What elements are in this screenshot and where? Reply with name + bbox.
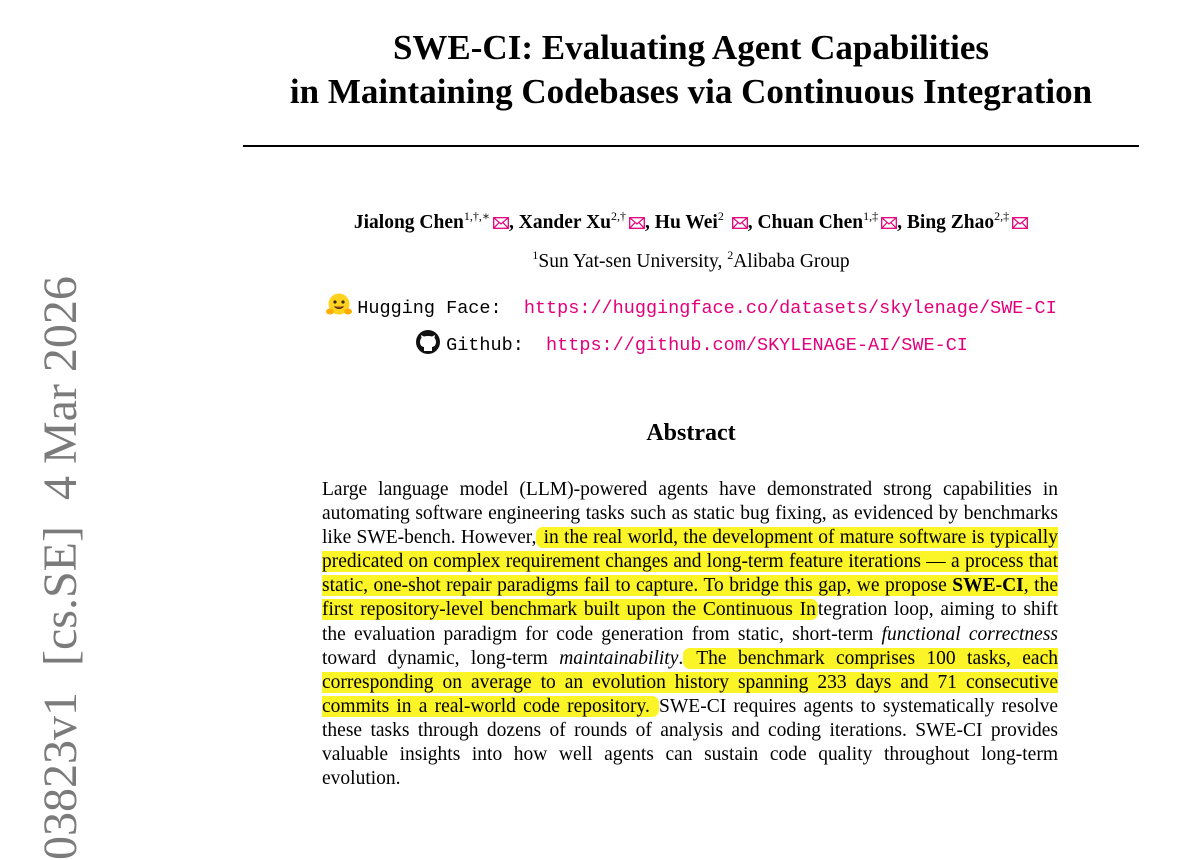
affiliation-number: 1 <box>532 248 539 262</box>
author-name: Bing Zhao <box>906 212 995 233</box>
author-list: Jialong Chen$^{1,\dagger,∗}$ , Xander $Xu^{2,\dagger}$ , Hu Wei$^2$ , Chuan Chen$^{1,\ddagger}$ , Bing Zhao$^{2,\ddagger}$ <box>243 208 1139 238</box>
author-marks: 1,†,∗ <box>463 209 490 223</box>
abstract-text: . <box>678 647 684 669</box>
hugging-face-link-line <box>243 292 1139 323</box>
abstract-text: toward dynamic, long-term <box>322 647 560 669</box>
author-marks: 2 <box>717 209 724 223</box>
mail-icon[interactable] <box>881 217 897 229</box>
github-icon <box>414 329 442 355</box>
arxiv-date: 4 Mar 2026 <box>34 276 87 501</box>
abstract-heading: Abstract <box>646 420 736 446</box>
mail-icon[interactable] <box>493 217 509 229</box>
hugging-face-label: Hugging Face: <box>357 298 502 319</box>
benchmark-name: SWE-CI <box>952 575 1024 597</box>
arxiv-category: [cs.SE] <box>34 526 87 666</box>
affiliation-number: 2 <box>727 248 734 262</box>
mail-icon[interactable] <box>732 217 748 229</box>
emphasis-text: maintainability <box>559 647 679 669</box>
title-line-2: in Maintaining Codebases via Continuous Integration <box>289 72 1093 111</box>
paper-title <box>243 26 1139 114</box>
title-rule <box>243 145 1139 147</box>
arxiv-id: 03823v1 <box>34 692 87 860</box>
author-marks: 2,‡ <box>994 209 1010 223</box>
author-name: Hu Wei <box>654 212 718 233</box>
abstract-text: tegration loop, aiming to shift the evaluation paradigm for code generation from static, short-term <box>322 599 1059 645</box>
emphasis-text: functional correctness <box>881 623 1058 645</box>
affiliation-name: Alibaba Group <box>733 251 850 272</box>
github-label: Github: <box>446 335 524 356</box>
hugging-face-url-link[interactable]: https://huggingface.co/datasets/skylenage/SWE-CI <box>523 298 1057 319</box>
abstract-body <box>322 478 1058 791</box>
author-name: Xander Xu <box>518 212 612 233</box>
abstract-text: Large language model (LLM)-powered agents have demonstrated strong capabilities in automating software engineering tasks such as static bug fixing, as evidenced by benchmarks like SWE-bench. However, <box>322 479 1058 549</box>
github-link-line <box>243 329 1139 360</box>
author-name: Chuan Chen <box>757 212 864 233</box>
abstract-text: SWE-CI requires agents to systematically resolve these tasks through dozens of rounds of analysis and coding iterations. SWE-CI provides valuable insights into how well agents can sustain code quality throughout long-term evolution. <box>322 695 1058 790</box>
author-marks: 2,† <box>611 209 627 223</box>
highlight-text: , the first repository-level benchmark built upon the Continuous In <box>322 575 1058 621</box>
highlight-text: in the real world, the development of mature software is typically predicated on complex requirement changes and long-term feature iterations — a process that static, one-shot repair paradigms fail to capture. To bridge this gap, we propose <box>322 527 1058 597</box>
mail-icon[interactable] <box>629 217 645 229</box>
mail-icon[interactable] <box>1012 217 1028 229</box>
title-line-1: SWE-CI: Evaluating Agent Capabilities <box>392 28 990 67</box>
hugging-face-icon <box>325 292 353 318</box>
arxiv-sidebar-stamp <box>26 260 96 860</box>
highlight-span: The benchmark comprises 100 tasks, each corresponding on average to an evolution history spanning 233 days and 71 consecutive commits in a real-world code repository. <box>322 647 1058 717</box>
github-url-link[interactable]: https://github.com/SKYLENAGE-AI/SWE-CI <box>546 335 968 356</box>
affiliation-name: Sun Yat-sen University <box>538 251 718 272</box>
author-name: Jialong Chen <box>353 212 464 233</box>
affiliations: $^1$Sun Yat-sen University, $^2$Alibaba Group <box>532 248 850 272</box>
author-marks: 1,‡ <box>863 209 879 223</box>
